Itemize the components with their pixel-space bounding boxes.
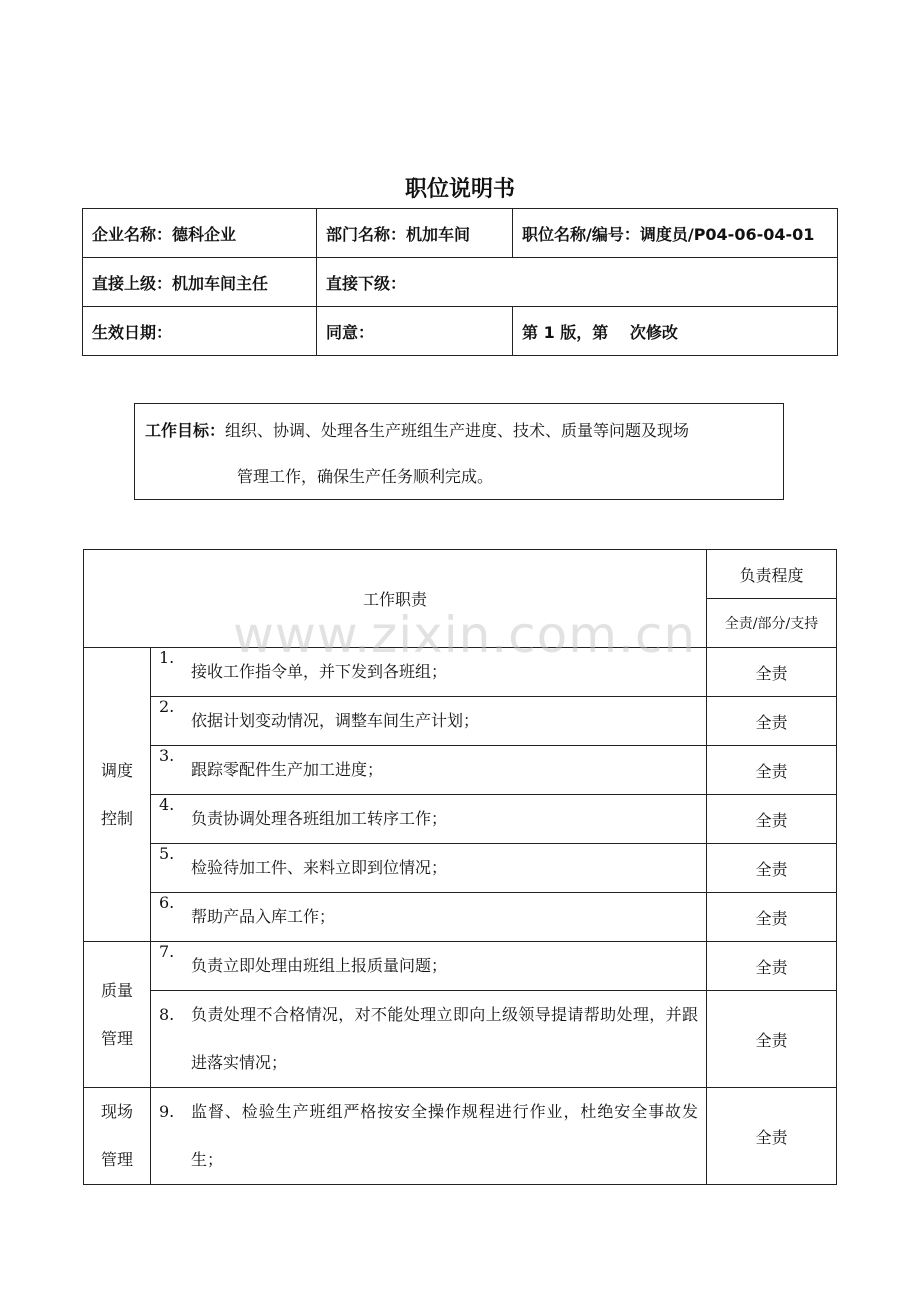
duty-level: 全责 — [707, 746, 837, 795]
table-row — [84, 1088, 837, 1185]
position-name: 职位名称/编号：调度员/P04-06-04-01 — [513, 209, 838, 258]
work-goal-text-1: 组织、协调、处理各生产班组生产进度、技术、质量等问题及现场 — [225, 421, 690, 440]
watermark: www.zixin.com.cn — [233, 606, 697, 664]
duties-table — [83, 549, 837, 1185]
duty-item: 7. 负责立即处理由班组上报质量问题； — [151, 942, 707, 991]
level-header: 负责程度 — [707, 550, 837, 599]
direct-subordinate: 直接下级： — [317, 258, 838, 307]
category-dispatch: 调度 控制 — [84, 648, 151, 942]
level-options-header: 全责/部分/支持 — [707, 599, 837, 648]
duty-item: 4. 负责协调处理各班组加工转序工作； — [151, 795, 707, 844]
category-site: 现场 管理 — [84, 1088, 151, 1185]
duty-level: 全责 — [707, 844, 837, 893]
work-goal-line1 — [145, 418, 689, 441]
duty-level: 全责 — [707, 942, 837, 991]
duty-item: 6. 帮助产品入库工作； — [151, 893, 707, 942]
duty-level: 全责 — [707, 893, 837, 942]
table-row — [84, 942, 837, 991]
table-row — [84, 795, 837, 844]
category-quality: 质量 管理 — [84, 942, 151, 1088]
duty-item: 1. 接收工作指令单，并下发到各班组； — [151, 648, 707, 697]
table-row — [84, 648, 837, 697]
work-goal-text-2: 管理工作，确保生产任务顺利完成。 — [237, 467, 494, 486]
duty-item: 9. 监督、检验生产班组严格按安全操作规程进行作业，杜绝安全事故发生； — [151, 1088, 707, 1185]
table-row — [84, 991, 837, 1088]
duty-level: 全责 — [707, 648, 837, 697]
duty-item: 5. 检验待加工件、来料立即到位情况； — [151, 844, 707, 893]
table-row — [84, 697, 837, 746]
direct-superior: 直接上级：机加车间主任 — [83, 258, 317, 307]
duty-level: 全责 — [707, 697, 837, 746]
work-goal-box — [134, 403, 784, 500]
department-name: 部门名称：机加车间 — [317, 209, 513, 258]
effective-date: 生效日期： — [83, 307, 317, 356]
duty-item: 8. 负责处理不合格情况，对不能处理立即向上级领导提请帮助处理，并跟进落实情况； — [151, 991, 707, 1088]
table-row — [84, 746, 837, 795]
work-goal-label: 工作目标： — [145, 421, 226, 440]
table-row — [84, 893, 837, 942]
duty-item: 2. 依据计划变动情况，调整车间生产计划； — [151, 697, 707, 746]
document-title: 职位说明书 — [404, 177, 515, 202]
duty-header: 工作职责 — [84, 550, 707, 648]
duty-level: 全责 — [707, 795, 837, 844]
duty-item: 3. 跟踪零配件生产加工进度； — [151, 746, 707, 795]
table-row — [84, 844, 837, 893]
company-name: 企业名称：德科企业 — [83, 209, 317, 258]
duty-level: 全责 — [707, 991, 837, 1088]
info-table — [82, 208, 838, 356]
version-info: 第 1 版，第 次修改 — [513, 307, 838, 356]
approval: 同意： — [317, 307, 513, 356]
duty-level: 全责 — [707, 1088, 837, 1185]
